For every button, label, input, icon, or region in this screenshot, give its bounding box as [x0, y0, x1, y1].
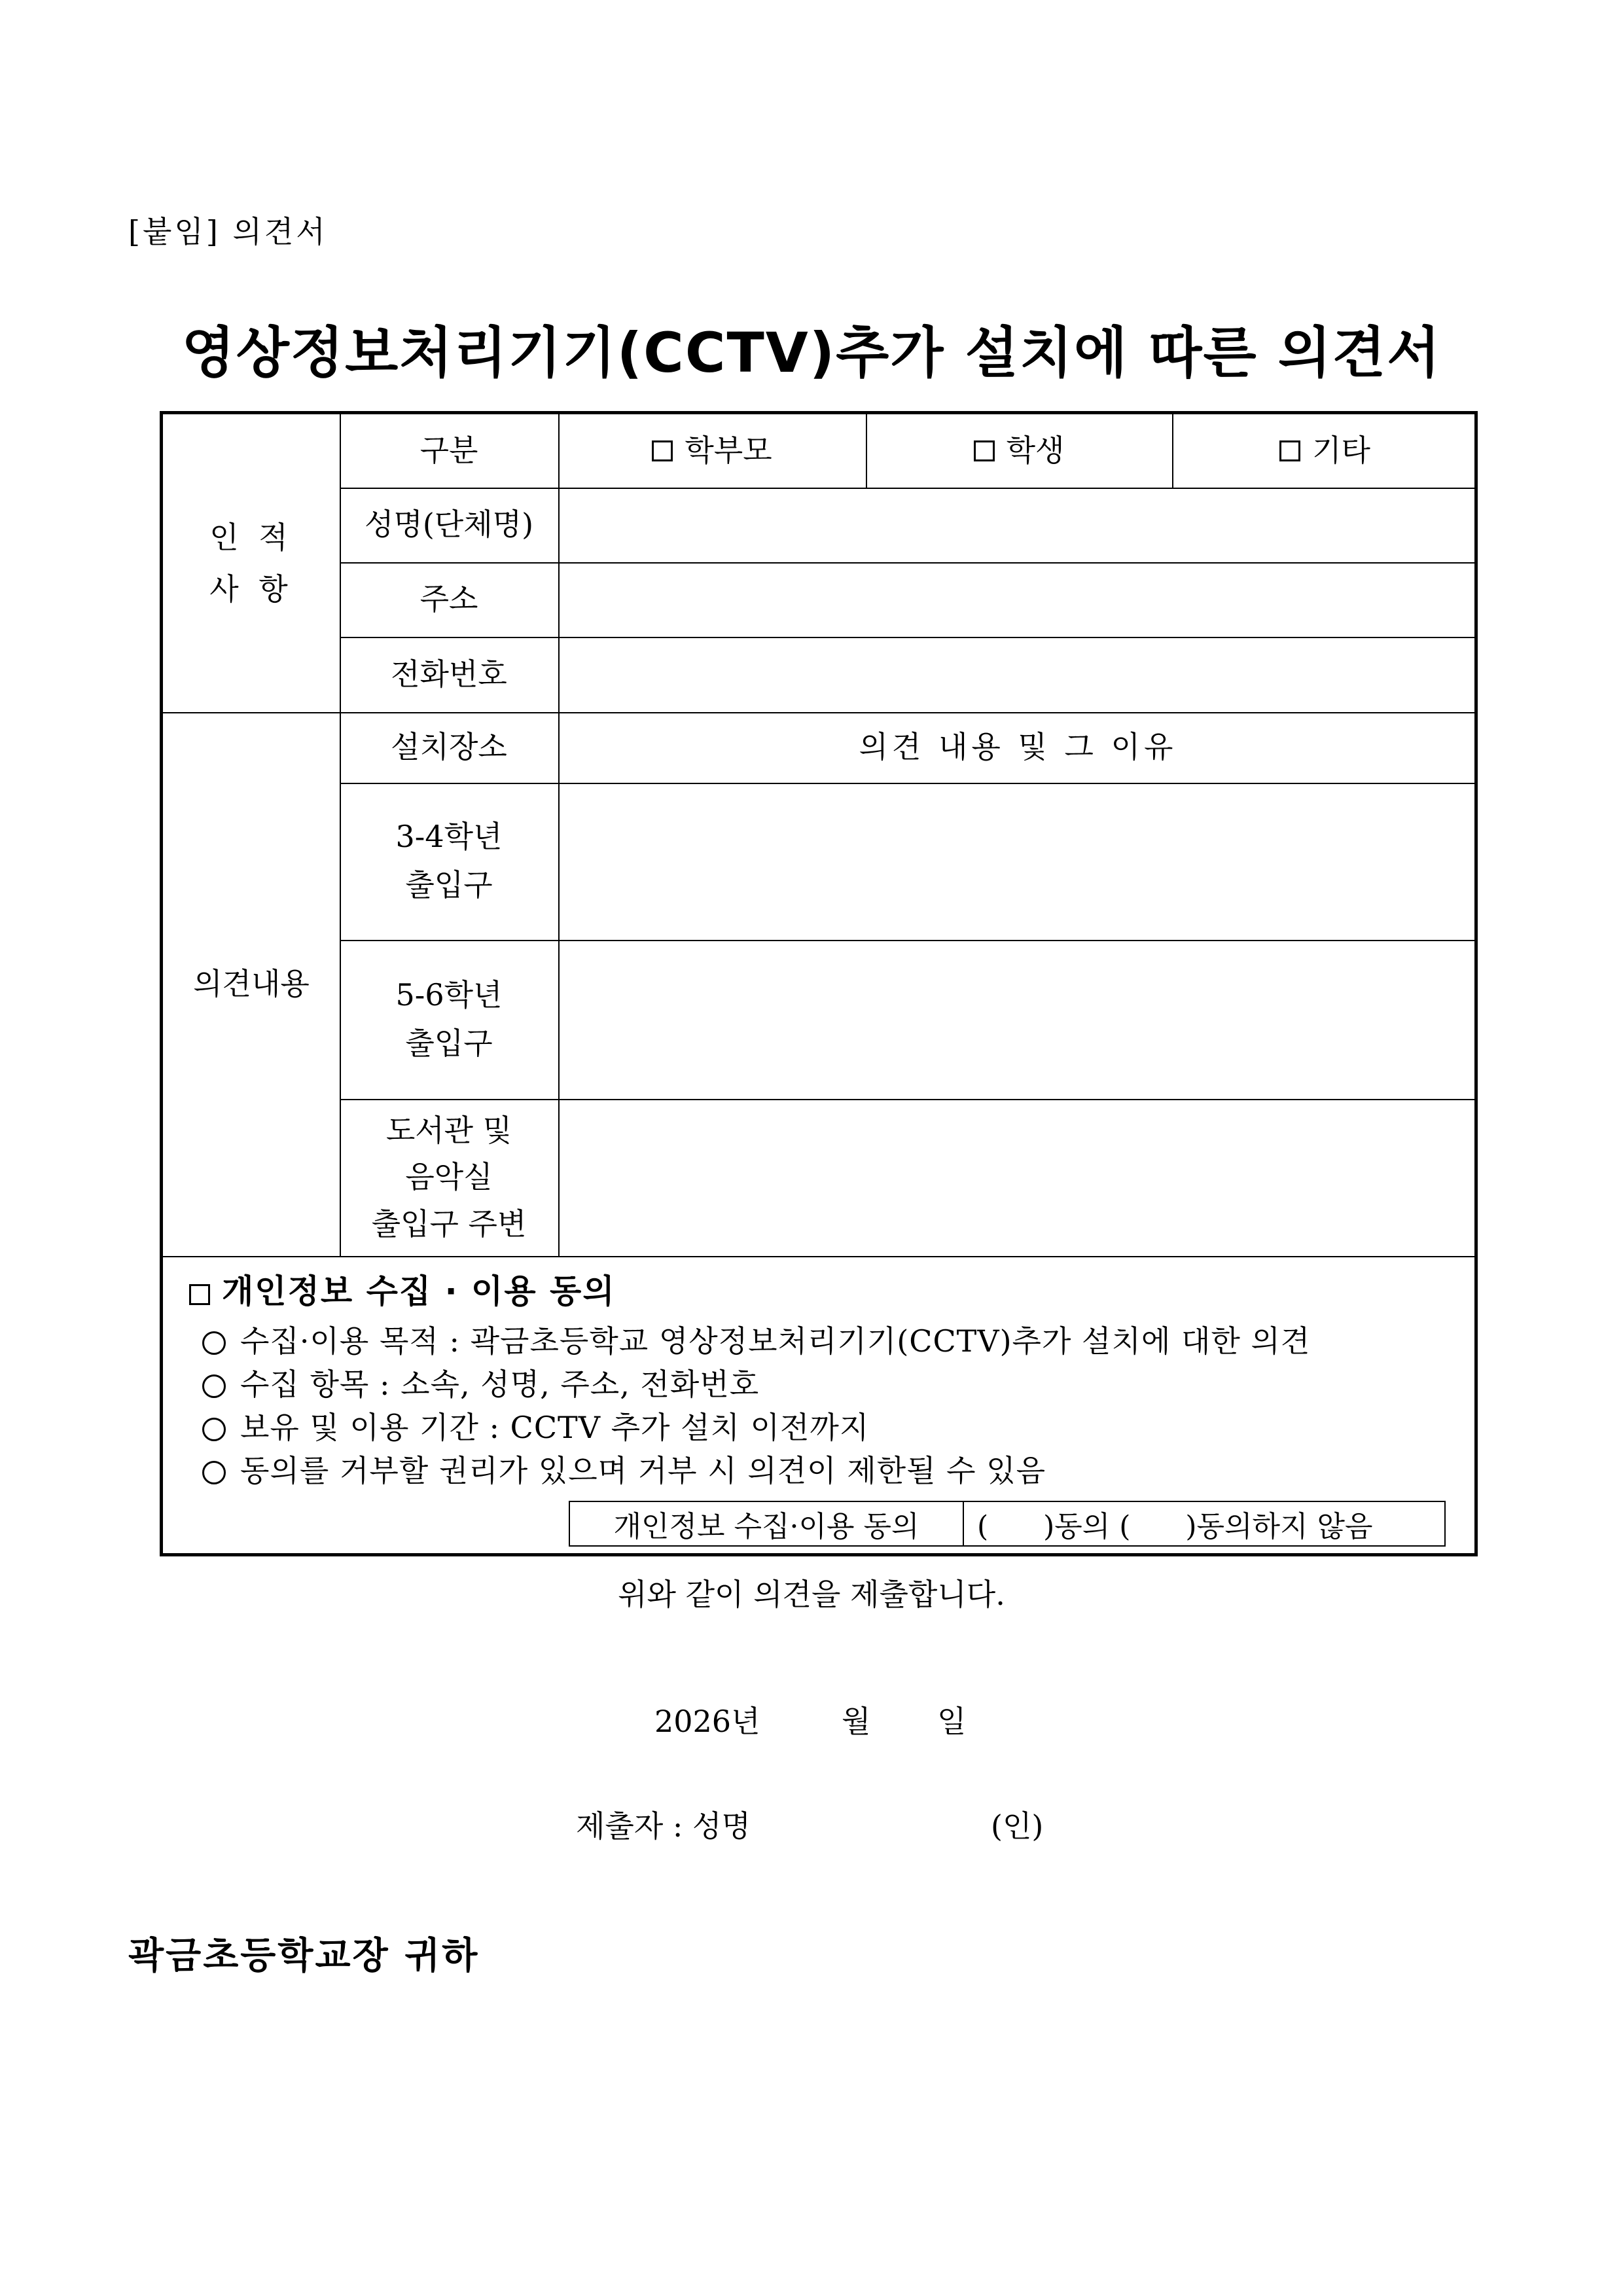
seal-mark: (인) [991, 1808, 1044, 1844]
date-month: 월 [842, 1704, 871, 1739]
attachment-label: [붙임] 의견서 [128, 214, 328, 249]
location-line: 출입구 주변 [371, 1206, 527, 1242]
location-line: 음악실 [405, 1159, 493, 1195]
consent-item-text: 수집·이용 목적 : 곽금초등학교 영상정보처리기기(CCTV)추가 설치에 대한 의견 [240, 1323, 1311, 1359]
consent-item [202, 1318, 1310, 1361]
address-label: 주소 [419, 581, 478, 617]
date-year: 2026년 [654, 1704, 760, 1739]
opinion-section-label: 의견내용 [193, 965, 310, 1001]
phone-field[interactable] [558, 637, 1478, 712]
checkbox-icon[interactable] [652, 440, 673, 461]
consent-item [202, 1404, 869, 1447]
option-parent-label: 학부모 [685, 433, 772, 469]
checkbox-icon[interactable] [189, 1284, 210, 1305]
phone-label: 전화번호 [391, 656, 507, 692]
identity-section-text: 인 적 사 항 [209, 520, 293, 607]
address-field[interactable] [558, 562, 1478, 637]
consent-item [202, 1447, 1046, 1490]
checkbox-icon[interactable] [974, 440, 995, 461]
location-line: 도서관 및 [385, 1113, 512, 1149]
opinion-form [160, 411, 1478, 1556]
consent-box-label: 개인정보 수집·이용 동의 [570, 1502, 964, 1545]
location-3-4-grade [340, 783, 558, 940]
opinion-field-3-4-grade[interactable] [558, 783, 1478, 940]
option-student[interactable] [866, 414, 1172, 488]
consent-options[interactable]: ( )동의 ( )동의하지 않음 [977, 1510, 1373, 1543]
consent-choice-box [569, 1501, 1446, 1547]
option-other[interactable] [1172, 414, 1478, 488]
submit-statement: 위와 같이 의견을 제출합니다. [618, 1577, 1005, 1612]
circle-bullet-icon [202, 1418, 226, 1441]
consent-title-text: 개인정보 수집 · 이용 동의 [222, 1272, 616, 1310]
category-label: 구분 [419, 433, 478, 469]
location-header: 설치장소 [391, 729, 507, 765]
name-label: 성명(단체명) [364, 507, 534, 543]
name-field[interactable] [558, 488, 1478, 562]
circle-bullet-icon [202, 1374, 226, 1398]
option-other-label: 기타 [1312, 433, 1370, 469]
location-line: 출입구 [405, 867, 493, 903]
opinion-field-library-music[interactable] [558, 1099, 1478, 1256]
circle-bullet-icon [202, 1461, 226, 1484]
consent-item-text: 보유 및 이용 기간 : CCTV 추가 설치 이전까지 [240, 1410, 870, 1445]
content-header: 의견 내용 및 그 이유 [859, 729, 1177, 765]
recipient-line: 곽금초등학교장 귀하 [128, 1934, 480, 1977]
checkbox-icon[interactable] [1279, 440, 1300, 461]
consent-title[interactable] [189, 1265, 616, 1312]
location-line: 5-6학년 [395, 977, 503, 1013]
location-5-6-grade [340, 940, 558, 1099]
consent-item [202, 1361, 759, 1404]
circle-bullet-icon [202, 1331, 226, 1355]
submitter-label: 제출자 : 성명 [576, 1808, 751, 1844]
consent-item-text: 수집 항목 : 소속, 성명, 주소, 전화번호 [240, 1367, 760, 1402]
option-student-label: 학생 [1006, 433, 1065, 469]
document-title: 영상정보처리기기(CCTV)추가 설치에 따른 의견서 [181, 321, 1442, 385]
consent-item-text: 동의를 거부할 권리가 있으며 거부 시 의견이 제한될 수 있음 [240, 1453, 1046, 1488]
opinion-field-5-6-grade[interactable] [558, 940, 1478, 1099]
identity-section-label [163, 414, 340, 712]
location-library-music [340, 1099, 558, 1256]
location-line: 3-4학년 [395, 819, 503, 855]
option-parent[interactable] [558, 414, 866, 488]
date-day: 일 [937, 1704, 967, 1739]
location-line: 출입구 [405, 1025, 493, 1061]
